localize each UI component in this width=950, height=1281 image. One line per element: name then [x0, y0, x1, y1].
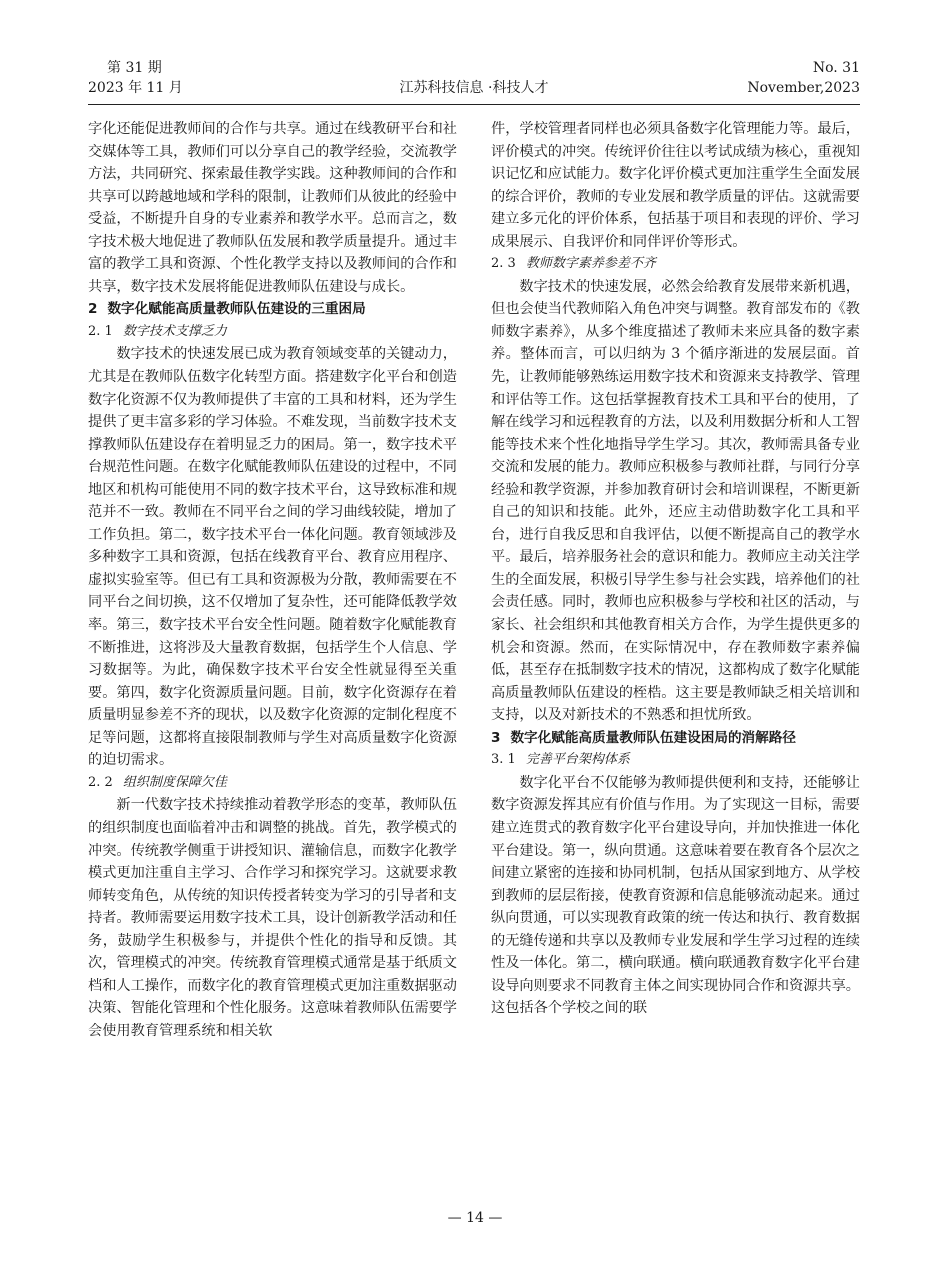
- issue-number-en: No. 31: [812, 60, 860, 76]
- body-paragraph: 数字化平台不仅能够为教师提供便利和支持，还能够让数字资源发挥其应有价值与作用。为了实现这一目标，需要建立连贯式的教育数字化平台建设导向，并加快推进一体化平台建设。第一，纵向贯通。这意味着要在教育各个层次之间建立紧密的连接和协同机制，包括从国家到地方、从学校到教师的层层衔接，使教育资源和信息能够流动起来。通过纵向贯通，可以实现教育政策的统一传达和执行、教育数据的无缝传递和共享以及教师专业发展和学生学习过程的连续性及一体化。第二，横向联通。横向联通教育数字化平台建设导向则要求不同教育主体之间实现协同合作和资源共享。这包括各个学校之间的联: [491, 774, 860, 1017]
- section-heading: [491, 727, 860, 750]
- left-column: [88, 118, 457, 1042]
- subsection-heading: [88, 321, 457, 344]
- issue-date: 2023 年 11 月: [88, 80, 183, 96]
- right-column: [491, 118, 860, 1020]
- issue-number: 第 31 期: [107, 60, 162, 76]
- heading-number: 2. 3: [491, 256, 516, 272]
- heading-text: 数字化赋能高质量教师队伍建设的三重困局: [107, 301, 366, 318]
- heading-text: 完善平台架构体系: [525, 752, 630, 768]
- heading-text: 教师数字素养参差不齐: [525, 256, 656, 272]
- heading-number: 2. 1: [88, 323, 113, 339]
- body-paragraph: 数字技术的快速发展，必然会给教育发展带来新机遇，但也会使当代教师陷入角色冲突与调整。教育部发布的《教师数字素养》，从多个维度描述了教师未来应具备的数字素养。整体而言，可以归纳为 3 个循序渐进的发展层面。首先，让教师能够熟练运用数字技术和资源来支持教学、管理和评估等工作。这包括掌握教育技术工具和平台的使用，了解在线学习和远程教育的方法，以及利用数据分析和人工智能等技术来个性化地指导学生学习。其次，教师需具备专业交流和发展的能力。教师应积极参与教师社群，与同行分享经验和教学资源，并参加教育研讨会和培训课程，不断更新自己的知识和技能。此外，还应主动借助数字化工具和平台，进行自我反思和自我评估，以便不断提高自己的教学水平。最后，培养服务社会的意识和能力。教师应主动关注学生的全面发展，积极引导学生参与社会实践，培养他们的社会责任感。同时，教师也应积极参与学校和社区的活动，与家长、社会组织和其他教育相关方合作，为学生提供更多的机会和资源。然而，在实际情况中，存在教师数字素养偏低，甚至存在抵制数字技术的情况，这都构成了数字化赋能高质量教师队伍建设的桎梏。这主要是教师缺乏相关培训和支持，以及对新技术的不熟悉和担忧所致。: [491, 278, 860, 724]
- header-right: [747, 58, 860, 98]
- journal-title: 江苏科技信息 ·科技人才: [399, 80, 549, 96]
- issue-date-en: November,2023: [747, 80, 860, 96]
- page-number: — 14 —: [447, 1210, 503, 1226]
- heading-number: 3. 1: [491, 752, 516, 768]
- body-paragraph: 数字技术的快速发展已成为教育领域变革的关键动力，尤其是在教师队伍数字化转型方面。搭建数字化平台和创造数字化资源不仅为教师提供了丰富的工具和材料，还为学生提供了更丰富多彩的学习体验。不难发现，当前数字技术支撑教师队伍建设存在着明显乏力的困局。第一，数字技术平台规范性问题。在数字化赋能教师队伍建设的过程中，不同地区和机构可能使用不同的数字技术平台，这导致标准和规范并不一致。教师在不同平台之间的学习曲线较陡，增加了工作负担。第二，数字技术平台一体化问题。教育领域涉及多种数字工具和资源，包括在线教育平台、教育应用程序、虚拟实验室等。但已有工具和资源极为分散，教师需要在不同平台之间切换，这不仅增加了复杂性，还可能降低教学效率。第三，数字技术平台安全性问题。随着数字化赋能教育不断推进，这将涉及大量教育数据，包括学生个人信息、学习数据等。为此，确保数字技术平台安全性就显得至关重要。第四，数字化资源质量问题。目前，数字化资源存在着质量明显参差不齐的现状，以及数字化资源的定制化程度不足等问题，这都将直接限制教师与学生对高质量数字化资源的迫切需求。: [88, 346, 457, 769]
- heading-number: 2. 2: [88, 774, 113, 790]
- body-paragraph: 字化还能促进教师间的合作与共享。通过在线教研平台和社交媒体等工具，教师们可以分享自己的教学经验，交流教学方法，共同研究、探索最佳教学实践。这种教师间的合作和共享可以跨越地域和学科的限制，让教师们从彼此的经验中受益，不断提升自身的专业素养和教学水平。总而言之，数字技术极大地促进了教师队伍发展和教学质量提升。通过丰富的教学工具和资源、个性化教学支持以及教师间的合作和共享，数字技术发展将能促进教师队伍建设与成长。: [88, 121, 457, 295]
- heading-text: 数字化赋能高质量教师队伍建设困局的消解路径: [510, 729, 796, 746]
- body-paragraph: 新一代数字技术持续推动着教学形态的变革，教师队伍的组织制度也面临着冲击和调整的挑战。首先，教学模式的冲突。传统教学侧重于讲授知识、灌输信息，而数字化教学模式更加注重自主学习、合作学习和探究学习。这就要求教师转变角色，从传统的知识传授者转变为学习的引导者和支持者。教师需要运用数字技术工具，设计创新教学活动和任务，鼓励学生积极参与，并提供个性化的指导和反馈。其次，管理模式的冲突。传统教育管理模式通常是基于纸质文档和人工操作，而数字化的教育管理模式更加注重数据驱动决策、智能化管理和个性化服务。这意味着教师队伍需要学会使用教育管理系统和相关软: [88, 797, 457, 1039]
- header-rule: [88, 104, 860, 105]
- heading-text: 数字技术支撑乏力: [122, 323, 227, 339]
- heading-text: 组织制度保障欠佳: [122, 774, 227, 790]
- body-paragraph: 件，学校管理者同样也必须具备数字化管理能力等。最后，评价模式的冲突。传统评价往往以考试成绩为核心，重视知识记忆和应试能力。数字化评价模式更加注重学生全面发展的综合评价，教师的专业发展和教学质量的评估。这就需要建立多元化的评价体系，包括基于项目和表现的评价、学习成果展示、自我评价和同伴评价等形式。: [491, 121, 860, 250]
- heading-number: 2: [88, 301, 98, 318]
- subsection-heading: [491, 253, 860, 276]
- running-header: [88, 58, 860, 102]
- heading-number: 3: [491, 729, 501, 746]
- subsection-heading: [491, 749, 860, 772]
- subsection-heading: [88, 772, 457, 795]
- section-heading: [88, 298, 457, 321]
